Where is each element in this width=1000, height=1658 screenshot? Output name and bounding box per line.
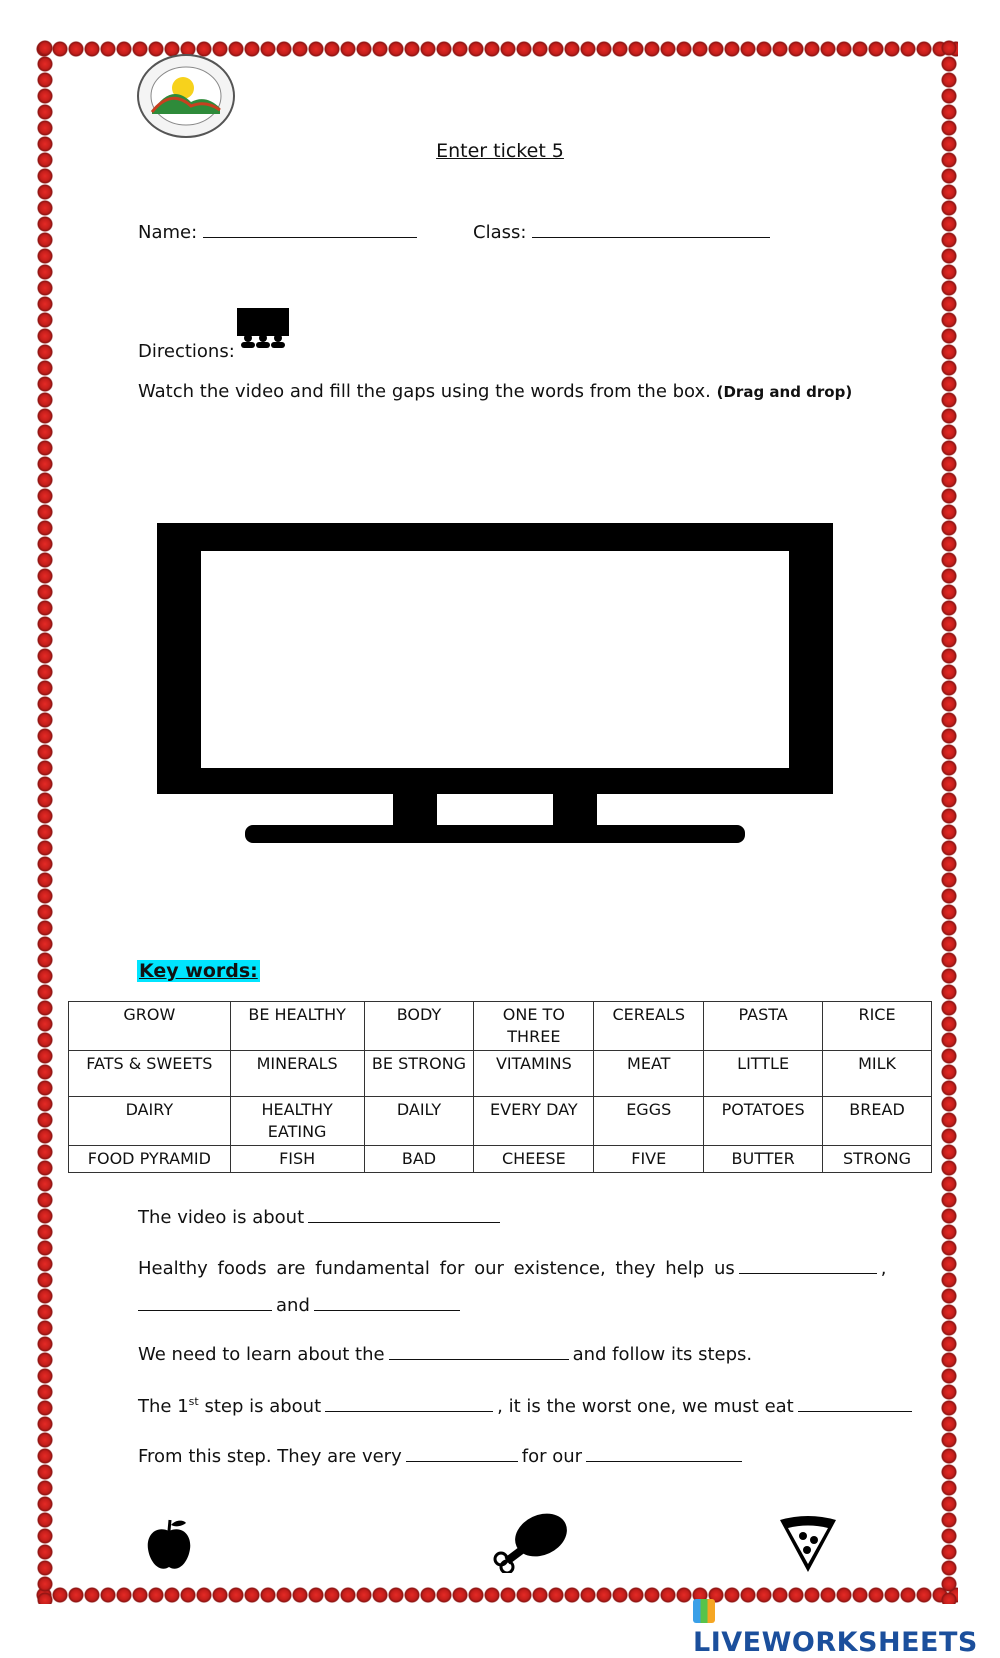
directions-label: Directions:	[138, 341, 235, 362]
sentence-4	[138, 1395, 916, 1417]
keyword-cell[interactable]: CHEESE	[474, 1146, 594, 1173]
class-label: Class:	[473, 222, 527, 243]
gap-6[interactable]	[325, 1397, 493, 1412]
sentence-5-text-b: for our	[521, 1446, 583, 1467]
keyword-cell[interactable]: BE HEALTHY	[230, 1002, 364, 1051]
keyword-cell[interactable]: LITTLE	[704, 1051, 823, 1097]
keyword-cell[interactable]: BAD	[364, 1146, 474, 1173]
gap-7[interactable]	[798, 1397, 912, 1412]
keyword-cell[interactable]: EGGS	[594, 1097, 704, 1146]
instructions	[138, 381, 852, 402]
keyword-cell[interactable]: RICE	[823, 1002, 932, 1051]
keyword-cell[interactable]: DAILY	[364, 1097, 474, 1146]
keywords-row	[69, 1097, 932, 1146]
sentence-2-and: and	[276, 1295, 310, 1316]
name-label: Name:	[138, 222, 198, 243]
keyword-cell[interactable]: FATS & SWEETS	[69, 1051, 231, 1097]
class-field	[473, 222, 770, 243]
name-input-line[interactable]	[203, 223, 417, 238]
keyword-cell[interactable]: VITAMINS	[474, 1051, 594, 1097]
sentence-2	[138, 1258, 886, 1279]
sentence-4-text-c: , it is the worst one, we must eat	[497, 1396, 794, 1417]
sentence-1-text: The video is about	[138, 1207, 305, 1228]
sentence-2-cont	[138, 1295, 464, 1316]
sentence-3-text-a: We need to learn about the	[138, 1344, 385, 1365]
gap-5[interactable]	[389, 1345, 569, 1360]
apple-icon	[146, 1517, 192, 1572]
sentence-4-text-a: The 1	[138, 1396, 189, 1417]
gap-4[interactable]	[314, 1296, 460, 1311]
keywords-row	[69, 1146, 932, 1173]
keyword-cell[interactable]: FOOD PYRAMID	[69, 1146, 231, 1173]
instructions-text: Watch the video and fill the gaps using the words from the box.	[138, 381, 711, 402]
keyword-cell[interactable]: MILK	[823, 1051, 932, 1097]
keyword-cell[interactable]: STRONG	[823, 1146, 932, 1173]
decorative-border-left	[36, 40, 54, 1604]
brand-text: LIVEWORKSHEETS	[693, 1627, 978, 1658]
class-input-line[interactable]	[532, 223, 770, 238]
keyword-cell[interactable]: BE STRONG	[364, 1051, 474, 1097]
sentence-2-text: Healthy foods are fundamental for our existence, they help us	[138, 1258, 735, 1279]
pizza-slice-icon	[778, 1514, 838, 1574]
keywords-row	[69, 1002, 932, 1051]
audience-screen-icon	[236, 307, 290, 351]
chicken-leg-icon	[489, 1513, 569, 1573]
keyword-cell[interactable]: CEREALS	[594, 1002, 704, 1051]
keyword-cell[interactable]: MEAT	[594, 1051, 704, 1097]
sentence-3-text-b: and follow its steps.	[572, 1344, 753, 1365]
ordinal-suffix: st	[188, 1395, 199, 1408]
keywords-label: Key words:	[139, 960, 258, 982]
keyword-cell[interactable]: BODY	[364, 1002, 474, 1051]
keywords-table	[68, 1001, 932, 1173]
sentence-1	[138, 1207, 504, 1228]
keyword-cell[interactable]: BUTTER	[704, 1146, 823, 1173]
keyword-cell[interactable]: BREAD	[823, 1097, 932, 1146]
keyword-cell[interactable]: POTATOES	[704, 1097, 823, 1146]
keyword-cell[interactable]: ONE TO THREE	[474, 1002, 594, 1051]
name-field	[138, 222, 417, 243]
sentence-4-text-b: step is about	[204, 1396, 322, 1417]
sentence-5	[138, 1446, 746, 1467]
keyword-cell[interactable]: FISH	[230, 1146, 364, 1173]
gap-8[interactable]	[406, 1447, 518, 1462]
worksheet-title: Enter ticket 5	[436, 140, 564, 162]
keyword-cell[interactable]: HEALTHY EATING	[230, 1097, 364, 1146]
school-logo	[136, 52, 236, 140]
gap-9[interactable]	[586, 1447, 742, 1462]
keyword-cell[interactable]: EVERY DAY	[474, 1097, 594, 1146]
gap-1[interactable]	[308, 1208, 500, 1223]
instructions-bold: (Drag and drop)	[716, 383, 853, 401]
gap-2[interactable]	[739, 1259, 877, 1274]
decorative-border-right	[940, 40, 958, 1604]
video-player-tv[interactable]	[157, 523, 833, 843]
keyword-cell[interactable]: PASTA	[704, 1002, 823, 1051]
brand-logo-icon	[693, 1599, 715, 1623]
keyword-cell[interactable]: FIVE	[594, 1146, 704, 1173]
keyword-cell[interactable]: MINERALS	[230, 1051, 364, 1097]
gap-3[interactable]	[138, 1296, 272, 1311]
liveworksheets-brand	[693, 1596, 1000, 1658]
keyword-cell[interactable]: GROW	[69, 1002, 231, 1051]
keywords-row	[69, 1051, 932, 1097]
sentence-5-text-a: From this step. They are very	[138, 1446, 402, 1467]
sentence-3	[138, 1344, 752, 1365]
keyword-cell[interactable]: DAIRY	[69, 1097, 231, 1146]
sentence-2-comma: ,	[880, 1258, 887, 1279]
